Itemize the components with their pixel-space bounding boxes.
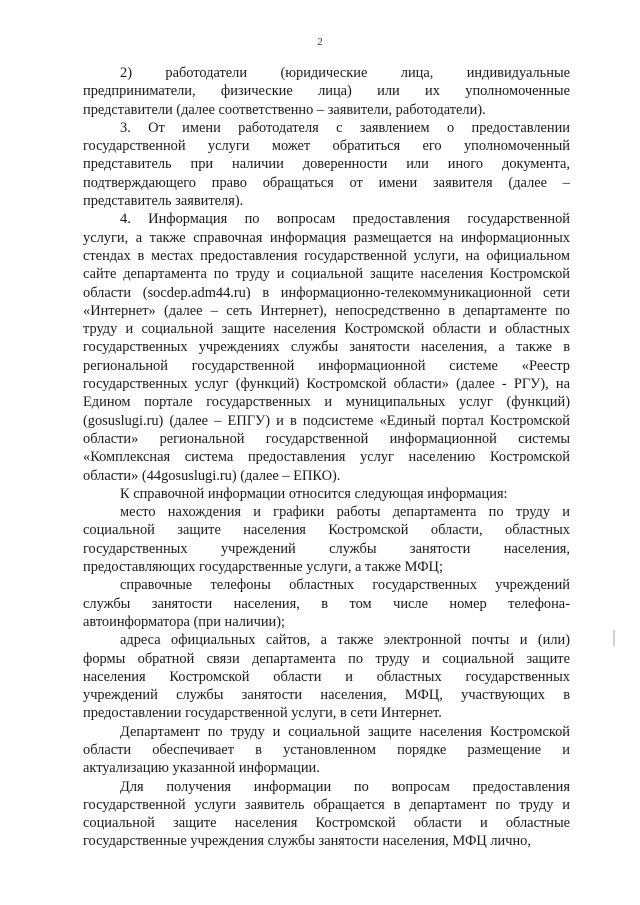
paragraph — [83, 576, 570, 631]
text-line: 2) работодатели (юридические лица, индивидуальные — [120, 65, 570, 81]
text-line: предприниматели, физические лица) или их уполномоченные — [83, 83, 570, 100]
text-line: области» (44gosuslugi.ru) (далее – ЕПКО). — [83, 467, 341, 484]
text-line: государственной услуги может обратиться его уполномоченный — [83, 138, 570, 155]
text-line: актуализацию указанной информации. — [83, 760, 320, 777]
text-line: труду и социальной защите населения Костромской области и областных — [83, 321, 570, 338]
text-line: области (socdep.adm44.ru) в информационно-телекоммуникационной сети — [83, 284, 570, 301]
text-line: место нахождения и графики работы департамента по труду и — [120, 504, 570, 521]
text-line: социальной защите населения Костромской области и областные — [83, 815, 570, 832]
paragraph — [83, 119, 570, 210]
text-line: Департамент по труду и социальной защите населения Костромской — [120, 723, 570, 740]
text-line: адреса официальных сайтов, а также электронной почты и (или) — [120, 632, 570, 649]
text-line: предоставлении государственной услуги, в сети Интернет. — [83, 705, 442, 722]
text-line: сайте департамента по труду и социальной защите населения Костромской — [83, 266, 570, 283]
paragraph — [83, 210, 570, 484]
text-line: населения Костромской области и областных государственных — [83, 668, 570, 685]
scan-mark — [613, 630, 615, 646]
text-line: 4. Информация по вопросам предоставления государственной — [120, 211, 570, 228]
text-line: службы занятости населения, в том числе номер телефона- — [83, 595, 570, 612]
text-line: стендах в местах предоставления государственной услуги, на официальном — [83, 247, 570, 264]
text-line: «Интернет» (далее – сеть Интернет), непосредственно в департаменте по — [83, 302, 570, 319]
paragraph — [83, 778, 570, 851]
document-body — [83, 64, 570, 851]
text-line: государственных услуг (функций) Костромской области» (далее - РГУ), на — [83, 376, 570, 393]
text-line: государственной услуги заявитель обращается в департамент по труду и — [83, 796, 570, 813]
text-line: предоставляющих государственные услуги, а также МФЦ; — [83, 559, 443, 576]
text-line: государственные учреждения службы занятости населения, МФЦ лично, — [83, 833, 531, 850]
text-line: подтверждающего право обращаться от имени заявителя (далее – — [83, 174, 570, 191]
text-line: учреждений службы занятости населения, МФЦ, участвующих в — [83, 687, 570, 704]
text-line: государственных учреждений службы занятости населения, — [83, 540, 570, 557]
text-line: справочные телефоны областных государственных учреждений — [120, 577, 570, 594]
text-line: социальной защите населения Костромской области, областных — [83, 522, 570, 539]
paragraph — [83, 64, 570, 119]
text-line: автоинформатора (при наличии); — [83, 613, 286, 630]
text-line: области обеспечивает в установленном порядке размещение и — [83, 741, 570, 758]
page-number: 2 — [317, 36, 323, 48]
text-line: услуги, а также справочная информация размещается на информационных — [83, 229, 570, 246]
text-line: представитель заявителя). — [83, 193, 244, 210]
paragraph — [83, 485, 570, 503]
text-line: «Комплексная система предоставления услуг населению Костромской — [83, 449, 570, 466]
text-line: Для получения информации по вопросам предоставления — [120, 778, 570, 795]
text-line: представитель при наличии доверенности или иного документа, — [83, 156, 570, 173]
text-line: Едином портале государственных и муниципальных услуг (функций) — [83, 394, 570, 411]
text-line: представители (далее соответственно – заявители, работодатели). — [83, 101, 486, 118]
text-line: формы обратной связи департамента по труду и социальной защите — [83, 650, 570, 667]
paragraph — [83, 503, 570, 576]
text-line: региональной государственной информационной системе «Реестр — [83, 357, 570, 374]
text-line: области» региональной государственной информационной системы — [83, 430, 570, 447]
text-line: (gosuslugi.ru) (далее – ЕПГУ) и в подсистеме «Единый портал Костромской — [83, 412, 570, 429]
text-line: К справочной информации относится следующая информация: — [120, 485, 508, 502]
paragraph — [83, 723, 570, 778]
text-line: 3. От имени работодателя с заявлением о предоставлении — [120, 119, 570, 136]
text-line: государственных учреждениях службы занятости населения, а также в — [83, 339, 570, 356]
paragraph — [83, 631, 570, 722]
